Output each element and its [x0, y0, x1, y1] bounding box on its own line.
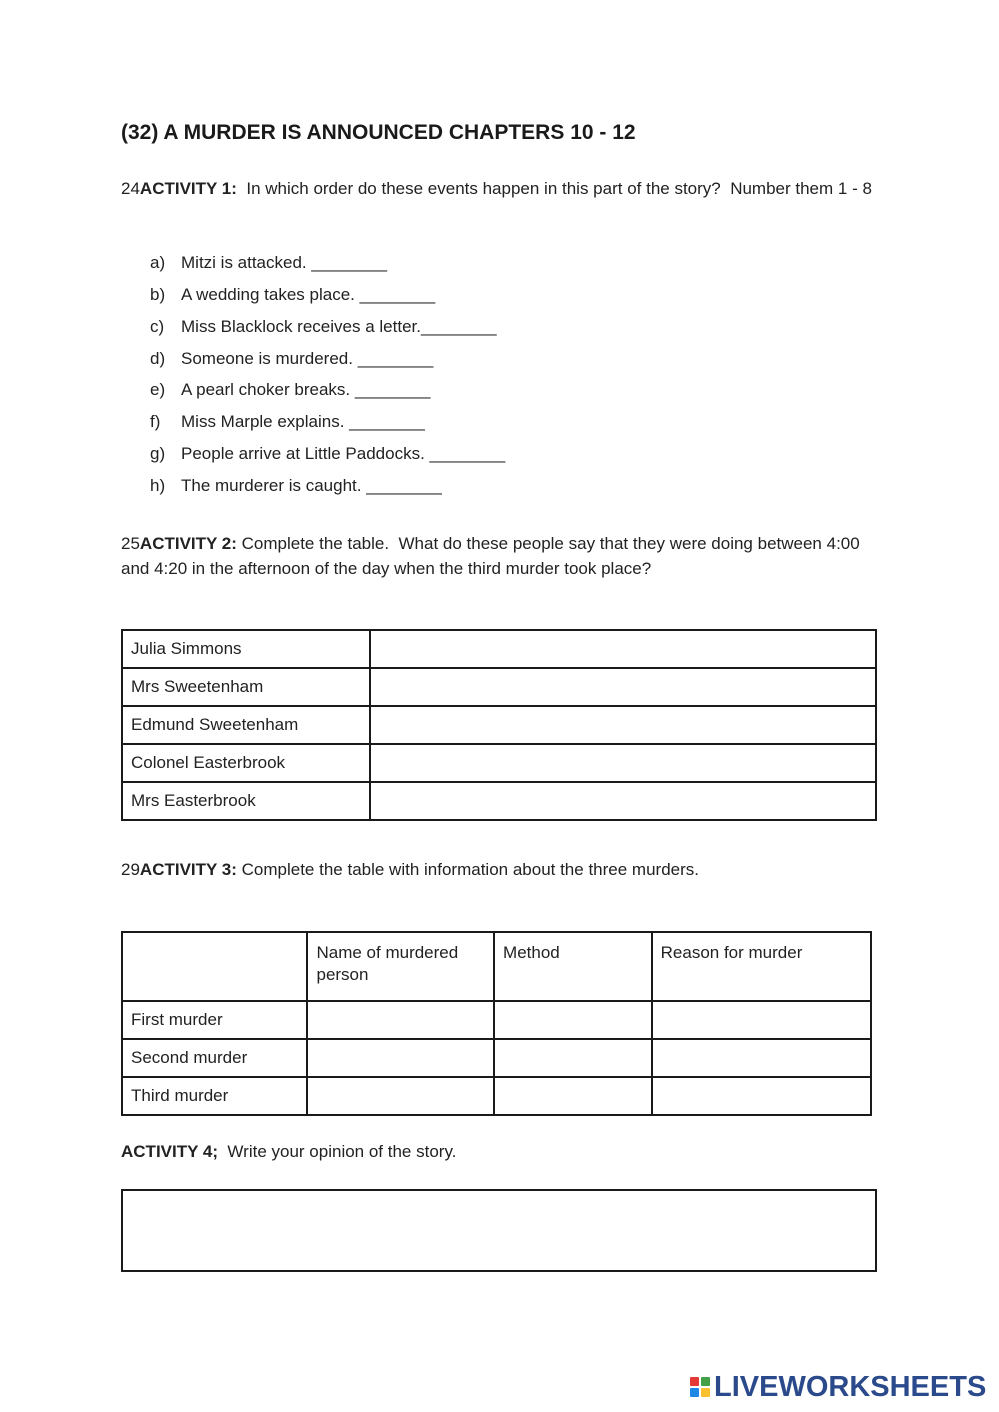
table-row [122, 1001, 871, 1039]
header-cell: Name of murdered person [307, 932, 494, 1001]
header-cell: Reason for murder [652, 932, 871, 1001]
activity-2-text: Complete the table. What do these people say that they were doing between 4:00 and 4:20 in the afternoon of the day when the third murder took place? [121, 534, 865, 578]
table-row [122, 1039, 871, 1077]
activity-3-heading: ACTIVITY 3: [139, 860, 237, 879]
event-list [150, 251, 505, 506]
logo-square [690, 1388, 699, 1397]
logo-mark-icon [690, 1377, 710, 1397]
activity-2-number: 25 [121, 534, 140, 553]
row-label: Third murder [122, 1077, 307, 1115]
activity-3-number: 29 [121, 860, 140, 879]
alibi-table [121, 629, 877, 821]
row-label: First murder [122, 1001, 307, 1039]
table-header-row [122, 932, 871, 1001]
header-cell [122, 932, 307, 1001]
list-item[interactable]: c) Miss Blacklock receives a letter.________ [150, 316, 497, 336]
table-row [122, 782, 876, 820]
answer-cell[interactable] [370, 706, 876, 744]
answer-cell[interactable] [494, 1039, 652, 1077]
person-name: Mrs Sweetenham [122, 668, 370, 706]
activity-4-heading: ACTIVITY 4; [121, 1142, 218, 1161]
activity-4-text: Write your opinion of the story. [217, 1142, 457, 1161]
answer-cell[interactable] [494, 1001, 652, 1039]
liveworksheets-logo [690, 1372, 986, 1402]
logo-square [701, 1377, 710, 1386]
logo-square [701, 1388, 710, 1397]
person-name: Mrs Easterbrook [122, 782, 370, 820]
answer-cell[interactable] [652, 1039, 871, 1077]
person-name: Julia Simmons [122, 630, 370, 668]
header-cell: Method [494, 932, 652, 1001]
answer-cell[interactable] [307, 1039, 494, 1077]
list-item[interactable]: g) People arrive at Little Paddocks. ________ [150, 444, 506, 464]
activity-2-instruction [121, 531, 881, 581]
answer-cell[interactable] [370, 782, 876, 820]
answer-cell[interactable] [307, 1001, 494, 1039]
row-label: Second murder [122, 1039, 307, 1077]
answer-cell[interactable] [652, 1077, 871, 1115]
answer-cell[interactable] [370, 668, 876, 706]
opinion-answer-box[interactable] [121, 1189, 877, 1272]
activity-2-heading: ACTIVITY 2: [139, 534, 237, 553]
table-row [122, 706, 876, 744]
answer-cell[interactable] [370, 744, 876, 782]
table-row [122, 630, 876, 668]
table-row [122, 1077, 871, 1115]
activity-3-text: Complete the table with information about the three murders. [236, 860, 699, 879]
logo-square [690, 1377, 699, 1386]
murders-table [121, 931, 872, 1116]
list-item[interactable]: e) A pearl choker breaks. ________ [150, 380, 431, 400]
activity-1-heading: ACTIVITY 1: [139, 179, 237, 198]
answer-cell[interactable] [652, 1001, 871, 1039]
activity-4-instruction [121, 1139, 881, 1164]
list-item[interactable]: a) Mitzi is attacked. ________ [150, 253, 388, 272]
activity-3-instruction [121, 857, 881, 882]
activity-1-number: 24 [121, 179, 140, 198]
page-title: (32) A MURDER IS ANNOUNCED CHAPTERS 10 - 12 [121, 121, 636, 144]
list-item[interactable]: f) Miss Marple explains. ________ [150, 412, 425, 432]
table-row [122, 744, 876, 782]
table-row [122, 668, 876, 706]
list-item[interactable]: b) A wedding takes place. ________ [150, 284, 436, 304]
person-name: Edmund Sweetenham [122, 706, 370, 744]
logo-text: LIVEWORKSHEETS [714, 1370, 987, 1403]
activity-1-instruction [121, 176, 881, 201]
answer-cell[interactable] [494, 1077, 652, 1115]
activity-1-text: In which order do these events happen in this part of the story? Number them 1 - 8 [236, 179, 872, 198]
list-item[interactable]: d) Someone is murdered. ________ [150, 348, 434, 368]
person-name: Colonel Easterbrook [122, 744, 370, 782]
answer-cell[interactable] [370, 630, 876, 668]
list-item[interactable]: h) The murderer is caught. ________ [150, 475, 442, 495]
answer-cell[interactable] [307, 1077, 494, 1115]
